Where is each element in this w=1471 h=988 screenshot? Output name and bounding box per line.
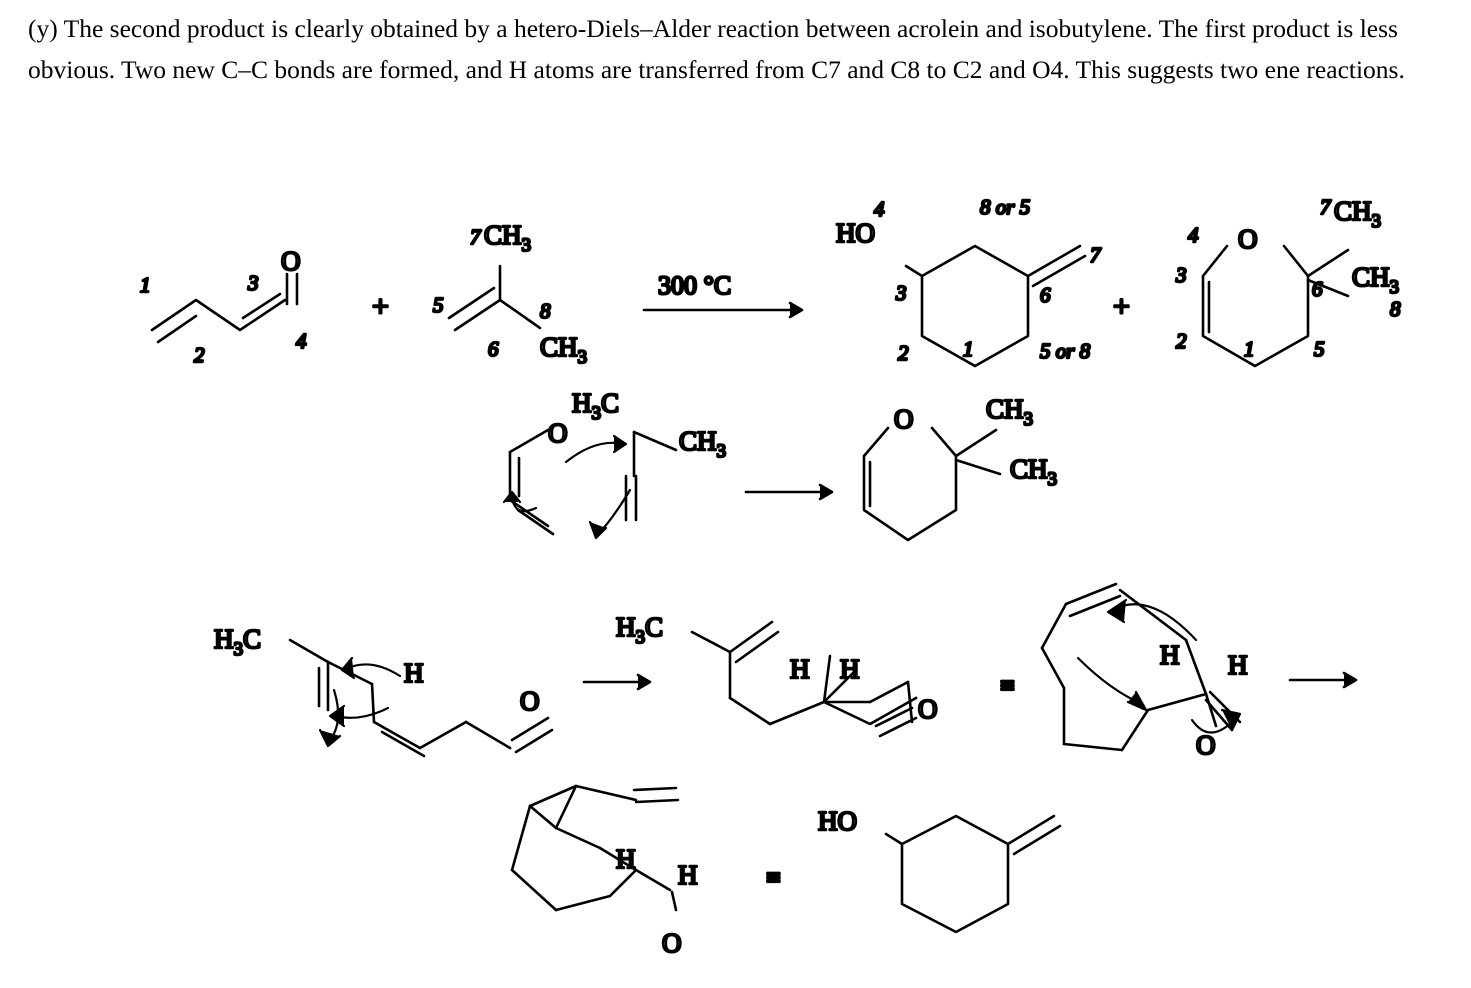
product1-label-4: 4 [874,197,885,221]
acrolein-label-c2: 2 [194,343,205,367]
row3-middle-h-right: H [840,654,860,684]
acrolein-label-c1: 1 [140,273,151,297]
row3-arrow-2 [1290,673,1356,687]
row2-h3c-label: $H_3C$ [572,388,620,424]
product2-o-label: O [1238,224,1258,254]
row2-arrow [746,485,832,499]
isobutylene-structure [449,266,540,330]
row2-product-structure [864,428,1000,540]
product2-label-4: 4 [1188,223,1199,247]
isobutylene-label-c5: 5 [433,293,444,317]
row3-right-h-left: H [1160,640,1180,670]
row3-middle-h-left: H [790,654,810,684]
row3-left-h3c: $H_3C$ [214,624,262,660]
row3-left-curly-arrows [320,658,400,746]
product1-label-top-right: 8 or 5 [980,195,1031,219]
product2-label-8: 8 [1390,297,1401,321]
row3-middle-o: O [918,694,938,724]
row4-left-h-right: H [678,860,698,890]
acrolein-label-o-num: 4 [296,329,307,353]
isobutylene-ch3-top: $CH_3$ [484,220,532,256]
row2-isobutylene-structure [626,432,676,520]
row2-product-ch3-bottom: $CH_3$ [1010,454,1058,490]
row2-product-ch3-top: $CH_3$ [986,394,1034,430]
row3-arrow-1 [584,675,650,689]
row4-left-h-left: H [616,844,636,874]
row2-reactant-structure [510,430,553,534]
acrolein-label-c3: 3 [248,271,259,295]
row3-left-o: O [520,686,540,716]
reaction-arrow-1 [644,303,802,317]
row2-product-o: O [894,404,914,434]
product2-label-3: 3 [1176,263,1187,287]
row3-right-structure [1042,584,1240,750]
row2-curly-arrows [504,436,630,538]
isobutylene-label-c6: 6 [488,337,499,361]
row3-middle-h3c: $H_3C$ [616,612,664,648]
row2-reactant-o: O [548,418,568,448]
plus-sign-2: + [1113,290,1130,323]
scheme-svg [0,170,1471,988]
product2-ch3-right: $CH_3$ [1352,262,1400,298]
isobutylene-label-c8: 8 [540,299,551,323]
equivalence-symbol-2: ≡ [766,863,781,892]
isobutylene-label-c7: 7 [470,225,481,249]
row4-product-structure [886,816,1060,932]
equivalence-symbol-1: ≡ [1000,671,1015,700]
acrolein-label-o: O [281,246,301,276]
row4-left-o: O [662,928,682,958]
reaction-scheme [0,170,1471,988]
row4-left-structure [512,786,678,910]
plus-sign-1: + [372,290,389,323]
product2-ch3-top: $CH_3$ [1334,196,1382,232]
product1-label-3: 3 [896,281,907,305]
product1-label-7: 7 [1090,243,1101,267]
row3-right-h-right: H [1228,650,1248,680]
product2-label-7: 7 [1320,195,1331,219]
paragraph-text: (y) The second product is clearly obtained by a hetero-Diels–Alder reaction between acrolein and isobutylene. The first product is less obvious. Two new C–C bonds are formed, and H atoms are transferred from C7 and C8 to C2 and O4. This suggests two ene reactions. [28,14,1405,84]
acrolein-structure [152,274,297,342]
product1-label-bottom-right: 5 or 8 [1040,339,1091,363]
isobutylene-ch3-bottom: $CH_3$ [540,332,588,368]
product1-label-1: 1 [963,337,974,361]
row3-right-o: O [1196,730,1216,760]
product1-label-2: 2 [898,341,909,365]
product2-label-1: 1 [1244,337,1255,361]
row4-product-ho: HO [818,806,857,836]
product2-label-2: 2 [1176,329,1187,353]
product2-structure [1203,246,1348,366]
reaction-conditions: 300 °C [658,271,732,300]
product1-label-6: 6 [1040,283,1051,307]
product2-label-5: 5 [1314,337,1325,361]
product1-ho-label: HO [836,218,875,248]
row3-left-h: H [404,658,424,688]
row2-ch3-label: $CH_3$ [679,426,727,462]
product2-label-6: 6 [1312,277,1323,301]
